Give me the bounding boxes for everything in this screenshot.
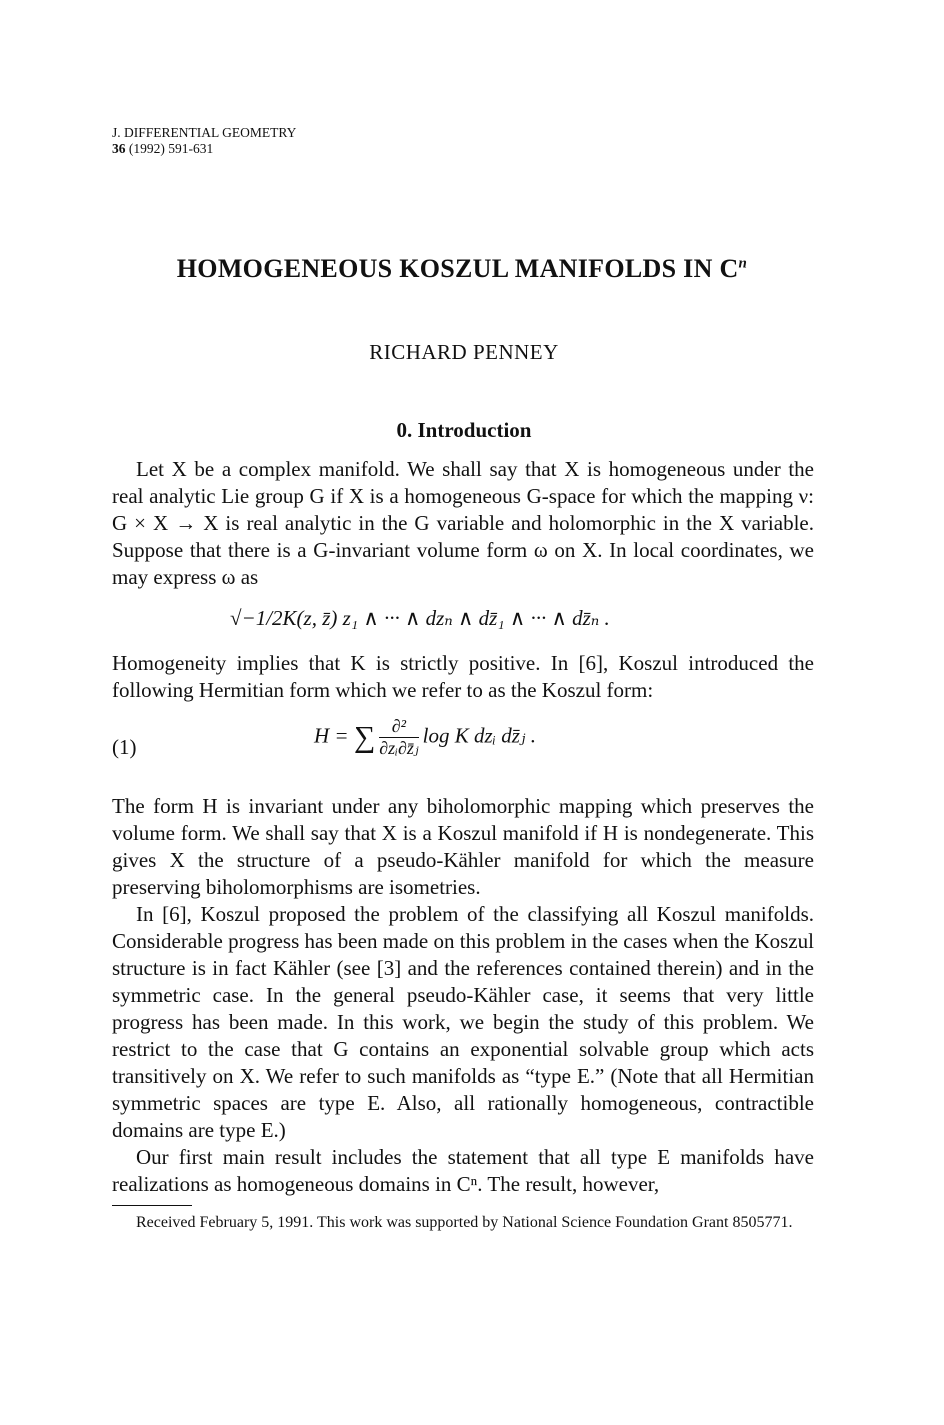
equation-number: (1): [112, 735, 137, 759]
footnote-text: Received February 5, 1991. This work was supported by National Science Foundation Grant 8505771.: [136, 1214, 793, 1231]
sum-symbol: ∑: [353, 720, 376, 754]
paragraph-4-text: In [6], Koszul proposed the problem of the classifying all Koszul manifolds. Considerable progress has been made on this problem in the cases when the Koszul structure is in fact Kähler (see [3] and the references contained therein) and in the symmetric case. In the general pseudo-Kähler case, it seems that very little progress has been made. In this work, we begin the study of this problem. We restrict to the case that G contains an exponential solvable group which acts transitively on X. We refer to such manifolds as “type E.” (Note that all Hermitian symmetric spaces are type E. Also, all rationally homogeneous, contractible domains are type E.): [112, 902, 814, 1142]
footnote: [112, 1212, 814, 1234]
paragraph-3-text: The form H is invariant under any biholomorphic mapping which preserves the volume form. We shall say that X is a Koszul manifold if H is nondegenerate. This gives X the structure of a pseudo-Kähler manifold for which the measure preserving biholomorphisms are isometries.: [112, 794, 814, 899]
author-name: RICHARD PENNEY: [369, 340, 559, 364]
paragraph-5-text: Our first main result includes the statement that all type E manifolds have realizations as homogeneous domains in Cⁿ. The result, however,: [112, 1145, 814, 1196]
paper-title-superscript: n: [738, 255, 748, 272]
equation-koszul-form: [314, 716, 714, 776]
paragraph-2-text: Homogeneity implies that K is strictly positive. In [6], Koszul introduced the following Hermitian form which we refer to as the Koszul form:: [112, 651, 814, 702]
paragraph-2: [112, 650, 814, 704]
fraction-numerator: ∂²: [379, 716, 418, 738]
equation-lhs: H =: [314, 723, 354, 748]
journal-issue: (1992) 591-631: [128, 141, 214, 156]
fraction-denominator: ∂zᵢ∂z̄ⱼ: [379, 738, 419, 758]
journal-volume-line: [112, 141, 296, 157]
equation-rhs: log K dzᵢ dz̄ⱼ .: [422, 723, 536, 748]
paper-title-text: HOMOGENEOUS KOSZUL MANIFOLDS IN C: [176, 254, 739, 283]
journal-name: J. DIFFERENTIAL GEOMETRY: [112, 125, 297, 140]
equation-volume-form: √−1/2K(z, z̄) z₁ ∧ ··· ∧ dzₙ ∧ dz̄₁ ∧ ··· ∧ dz̄ₙ .: [230, 606, 610, 630]
paragraph-1-text: Let X be a complex manifold. We shall say that X is homogeneous under the real analytic Lie group G if X is a homogeneous G-space for which the mapping ν: G × X → X is real analytic in the G variable and holomorphic in the X variable. Suppose that there is a G-invariant volume form ω on X. In local coordinates, we may express ω as: [112, 457, 814, 589]
paragraph-body: [112, 793, 814, 1198]
paragraph-1: [112, 456, 814, 591]
section-heading: 0. Introduction: [396, 418, 532, 442]
journal-header: [112, 125, 296, 157]
fraction: [379, 716, 418, 759]
paper-title: [0, 254, 924, 284]
journal-volume: 36: [112, 141, 126, 156]
footnote-rule: [112, 1205, 192, 1206]
